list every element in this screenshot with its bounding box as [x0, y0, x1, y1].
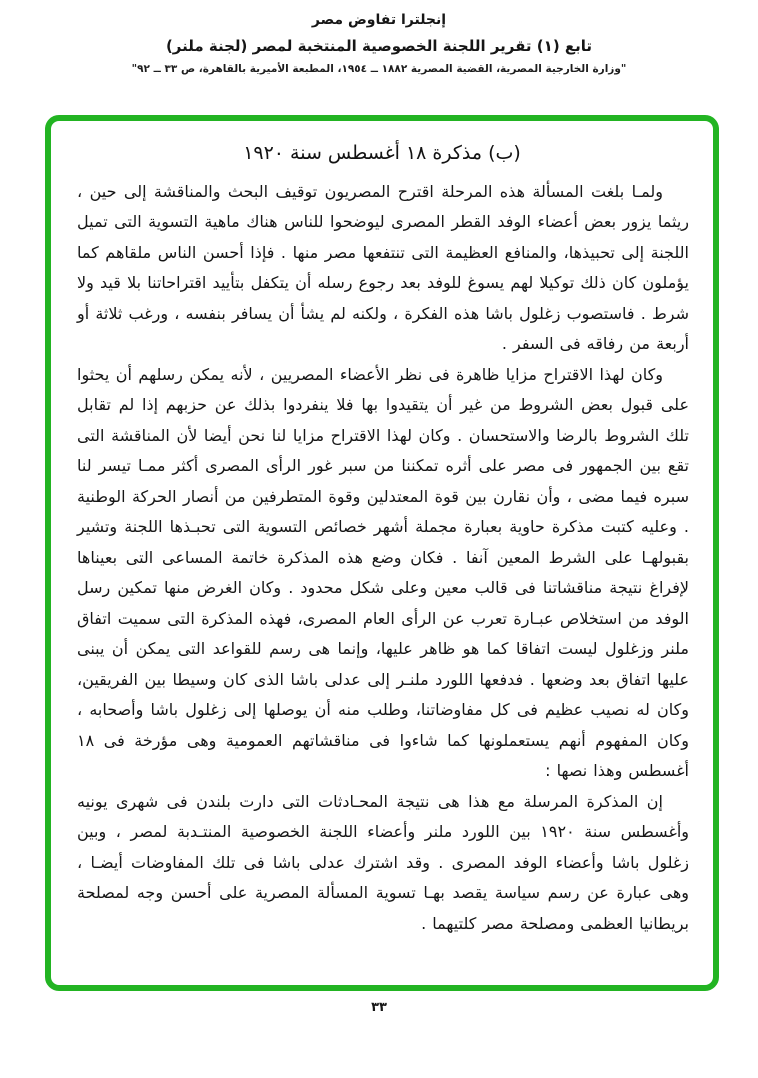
highlight-border-box: [45, 115, 719, 991]
book-title: إنجلترا تفاوض مصر: [311, 12, 447, 28]
page-number: ٣٣: [371, 1000, 387, 1015]
paragraph-2: وكان لهذا الاقتراح مزايا ظاهرة فى نظر الأعضاء المصريين ، لأنه يمكن رسلهم أن يحثوا على قبول بعض الشروط من غير أن يتقيدوا بها فلا ينفردوا بذلك عن حزبهم إذا لم تقابل تلك الشروط بالرضا والاستحسان . وكان لهذا الاقتراح مزايا لنا نحن أيضا لأن المناقشة التى تقع بين الجمهور فى مصر على أثره تمكننا من سبر غور الرأى المصرى أكثر ممـا تيسر لنا سبره فيما مضى ، وأن نقارن بين قوة المعتدلين وقوة المتطرفين من أنصار الحركة الوطنية . وعليه كتبت مذكرة حاوية بعبارة مجملة أشهر خصائص التسوية التى تحبـذها اللجنة وتشير بقبولهـا على الشرط المعين آنفا . فكان وضع هذه المذكرة خاتمة المساعى التى بعيناها لإفراغ نتيجة مناقشاتنا فى قالب معين وعلى شكل محدود . وكان الغرض منها تمكين رسل الوفد من استخلاص عبـارة تعرب عن الرأى العام المصرى، فهذه المذكرة التى سميت اتفاق ملنر وزغلول ليست اتفاقا كما هو ظاهر عليها، وإنما هى رسم للقواعد التى يمكن أن يبنى عليها اتفاق بعد وضعها . فدفعها اللورد ملنـر إلى عدلى باشا الذى كان وسيطا بين الفريقين، وكان له نصيب عظيم فى كل مفاوضاتنا، وطلب منه أن يوصلها إلى زغلول باشا وأصحابه ، وكان المفهوم أنهم يستعملونها كما شاءوا فى مناقشاتهم العمومية وهى مؤرخة فى ١٨ أغسطس وهذا نصها :: [77, 364, 689, 781]
source-citation: "وزارة الخارجية المصرية، القضية المصرية ١٨٨٢ ــ ١٩٥٤، المطبعة الأميرية بالقاهرة، ص ٣٣ ــ ٩٢": [131, 63, 627, 75]
memo-title: (ب) مذكرة ١٨ أغسطس سنة ١٩٢٠: [243, 142, 521, 164]
paragraph-3: إن المذكرة المرسلة مع هذا هى نتيجة المحـادثات التى دارت بلندن فى شهرى يونيه وأغسطس سنة ١٩٢٠ بين اللورد ملنر وأعضاء اللجنة الخصوصية المنتـدبة لمصر ، وبين زغلول باشا وأعضاء الوفد المصرى . وقد اشترك عدلى باشا فى تلك المفاوضات أيضـا ، وهى عبارة عن رسم سياسة يقصد بهـا تسوية المسألة المصرية على أحسن وجه لمصلحة بريطانيا العظمى ومصلحة مصر كلتيهما .: [77, 791, 689, 933]
paragraph-1: ولمـا بلغت المسألة هذه المرحلة اقترح المصريون توقيف البحث والمناقشة إلى حين ، ريثما يزور بعض أعضاء الوفد القطر المصرى ليوضحوا للناس هناك ماهية التسوية التى تميل اللجنة إلى تحبيذها، والمنافع العظيمة التى تنتفعها مصر منها . فإذا أحسن الناس ملقاهم كما يؤملون كان ذلك توكيلا لهم يسوغ للوفد بعد رجوع رسله أن يتكفل بتأييد اقتراحاتنا بلا قيد ولا شرط . فاستصوب زغلول باشا هذه الفكرة ، ولكنه لم يشأ أن يسافر بنفسه ، ورغب ثلاثة أو أربعة من رفاقه فى السفر .: [77, 181, 689, 354]
memo-body: [51, 177, 713, 940]
chapter-title: تابع (١) تقرير اللجنة الخصوصية المنتخبة لمصر (لجنة ملنر): [165, 37, 593, 55]
page-header: [0, 12, 758, 75]
